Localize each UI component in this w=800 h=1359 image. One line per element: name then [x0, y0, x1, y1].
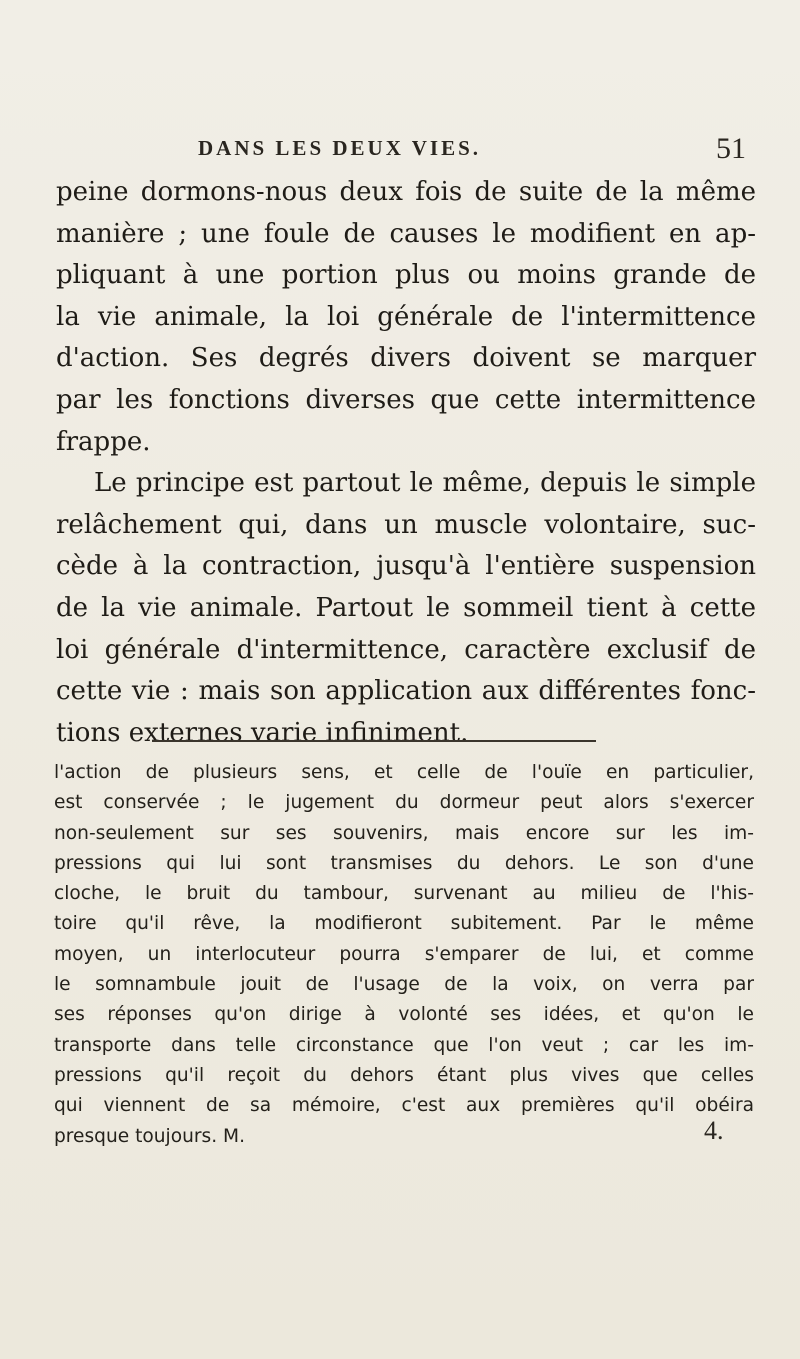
running-head: DANS LES DEUX VIES. — [198, 136, 482, 160]
text-line: de la vie animale. Partout le sommeil tient à cette — [56, 592, 756, 623]
text-line: pliquant à une portion plus ou moins grande de — [56, 260, 756, 291]
text-line: frappe. — [56, 426, 151, 457]
footnote-line: l'action de plusieurs sens, et celle de l'ouïe en particulier, — [54, 762, 754, 783]
footnote-line: qui viennent de sa mémoire, c'est aux premières qu'il obéira — [54, 1095, 754, 1117]
footnote-separator-rule — [152, 740, 596, 742]
text-line: cette vie : mais son application aux différentes fonc- — [56, 676, 756, 707]
footnote-line: moyen, un interlocuteur pourra s'emparer de lui, et comme — [54, 943, 754, 965]
footnote-line: pressions qui lui sont transmises du dehors. Le son d'une — [54, 852, 754, 874]
footnote-line: cloche, le bruit du tambour, survenant au milieu de l'his- — [54, 883, 754, 905]
text-line: peine dormons-nous deux fois de suite de la même — [56, 177, 756, 207]
footnote-line: pressions qu'il reçoit du dehors étant plus vives que celles — [54, 1064, 754, 1086]
footnote-line: toire qu'il rêve, la modifieront subitement. Par le même — [54, 913, 754, 935]
text-line: d'action. Ses degrés divers doivent se marquer — [56, 343, 756, 374]
text-line: par les fonctions diverses que cette intermittence — [56, 384, 756, 415]
footnote-line: transporte dans telle circonstance que l'on veut ; car les im- — [54, 1034, 754, 1056]
footnote-line: le somnambule jouit de l'usage de la voix, on verra par — [54, 974, 754, 996]
paragraph-start-line: Le principe est partout le même, depuis le simple — [94, 468, 756, 499]
text-line: cède à la contraction, jusqu'à l'entière suspension — [56, 551, 756, 582]
page-header — [198, 132, 746, 172]
signature-mark: 4. — [704, 1116, 724, 1145]
footnote-line: non-seulement sur ses souvenirs, mais encore sur les im- — [54, 822, 754, 844]
footnote-line: presque toujours. M. — [54, 1125, 245, 1147]
footnote-line: ses réponses qu'on dirige à volonté ses idées, et qu'on le — [54, 1004, 754, 1026]
main-text — [56, 172, 756, 754]
footnote — [54, 758, 754, 1152]
text-line: relâchement qui, dans un muscle volontaire, suc- — [56, 509, 756, 540]
page-number: 51 — [716, 132, 746, 165]
text-line: la vie animale, la loi générale de l'intermittence — [56, 301, 756, 332]
footnote-line: est conservée ; le jugement du dormeur peut alors s'exercer — [54, 792, 754, 814]
text-line: tions externes varie infiniment. — [56, 717, 469, 748]
text-line: loi générale d'intermittence, caractère exclusif de — [56, 634, 756, 665]
text-line: manière ; une foule de causes le modifient en ap- — [56, 218, 756, 249]
